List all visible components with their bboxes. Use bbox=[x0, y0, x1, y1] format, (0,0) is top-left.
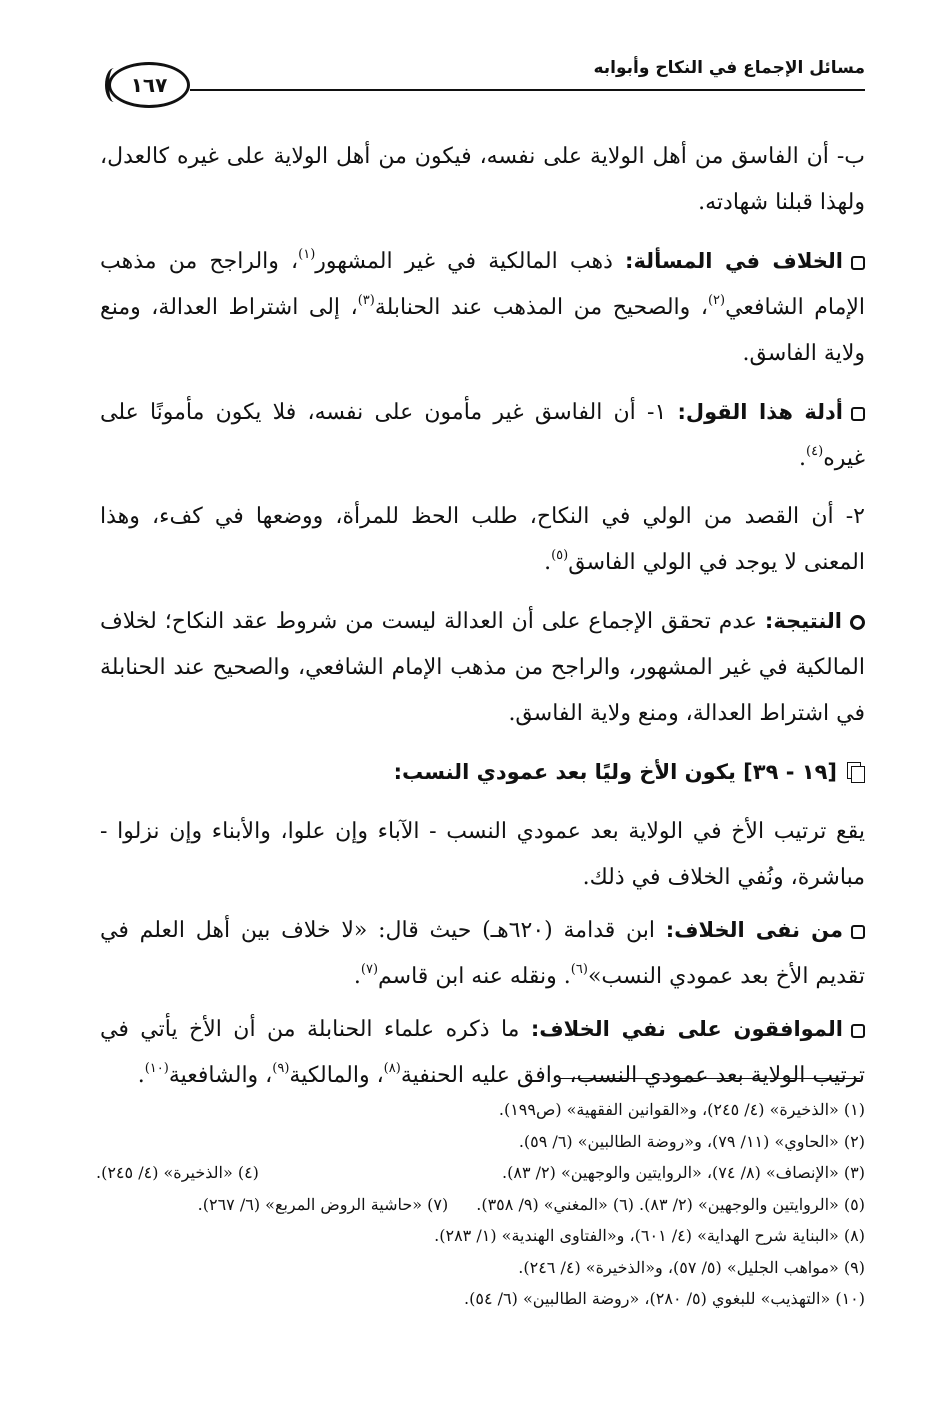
footnote-ref[interactable]: (٤) bbox=[806, 444, 824, 459]
footnote-ref[interactable]: (٣) bbox=[357, 293, 375, 308]
paragraph-lead: الموافقون على نفي الخلاف: bbox=[530, 1017, 843, 1041]
page-number: ١٦٧ bbox=[108, 62, 190, 108]
paragraph-result: النتيجة: عدم تحقق الإجماع على أن العدالة ليست من شروط عقد النكاح؛ لخلاف المالكية في غير المشهور، والراجح من مذهب الإمام الشافعي، والصحيح عند الحنابلة في اشتراط العدالة، ومنع ولاية الفاسق. bbox=[100, 609, 865, 726]
running-header-title: مسائل الإجماع في النكاح وأبوابه bbox=[593, 58, 865, 78]
footnote-line: (٩) «مواهب الجليل» (٥/ ٥٧)، و«الذخيرة» (٤/ ٢٤٦). bbox=[518, 1257, 865, 1277]
footnote-ref[interactable]: (٥) bbox=[551, 548, 569, 563]
footnote-ref[interactable]: (٧) bbox=[360, 962, 379, 977]
square-bullet-icon bbox=[851, 256, 865, 270]
main-text bbox=[100, 134, 865, 1111]
paragraph-evidence: أدلة هذا القول: ١- أن الفاسق غير مأمون على نفسه، فلا يكون مأمونًا على غيره$^{(٤)}$. bbox=[100, 400, 865, 471]
circle-bullet-icon bbox=[850, 615, 865, 630]
paragraph-evidence-2: ٢- أن القصد من الولي في النكاح، طلب الحظ للمرأة، ووضعها في كفء، وهذا المعنى لا يوجد في الولي الفاسق$^{(٥)}$. bbox=[100, 504, 865, 575]
footnote-ref[interactable]: (٢) bbox=[707, 293, 726, 308]
paragraph-intro: يقع ترتيب الأخ في الولاية بعد عمودي النسب - الآباء وإن علوا، والأبناء وإن نزلوا - مباشرة، ونُفي الخلاف في ذلك. bbox=[100, 819, 865, 890]
footnote-line: (١٠) «التهذيب» للبغوي (٥/ ٢٨٠)، «روضة الطالبين» (٦/ ٥٤). bbox=[464, 1289, 865, 1308]
footnote-separator bbox=[560, 1078, 860, 1079]
footnote-line: (٢) «الحاوي» (١١/ ٧٩)، و«روضة الطالبين» (٦/ ٥٩). bbox=[518, 1131, 865, 1151]
footnote-ref[interactable]: (١٠) bbox=[144, 1061, 169, 1076]
footnote-line: (٣) «الإنصاف» (٨/ ٧٤)، «الروايتين والوجهين» (٢/ ٨٣). (٤) «الذخيرة» (٤/ ٢٤٥). bbox=[96, 1163, 865, 1182]
square-bullet-icon bbox=[851, 1024, 865, 1038]
footnote-line: (٨) «البناية شرح الهداية» (٤/ ٦٠١)، و«الفتاوى الهندية» (١/ ٢٨٣). bbox=[434, 1226, 865, 1245]
footnote-ref[interactable]: (١) bbox=[298, 247, 316, 262]
section-heading: [١٩ - ٣٩] يكون الأخ وليًا بعد عمودي النسب: bbox=[100, 749, 865, 795]
paragraph-lead: الخلاف في المسألة: bbox=[625, 249, 843, 273]
square-bullet-icon bbox=[851, 407, 865, 421]
footnote-ref[interactable]: (٨) bbox=[383, 1061, 401, 1076]
paragraph-lead: من نفى الخلاف: bbox=[665, 918, 843, 942]
paragraph-disagreement: الخلاف في المسألة: ذهب المالكية في غير المشهور$^{(١)}$، والراجح من مذهب الإمام الشافعي$^{(٢)}$، والصحيح من المذهب عند الحنابلة$^{(٣)}$، إلى اشتراط العدالة، ومنع ولاية الفاسق. bbox=[100, 247, 866, 366]
square-bullet-icon bbox=[851, 925, 865, 939]
paragraph-denial: من نفى الخلاف: ابن قدامة (٦٢٠هـ) حيث قال: «لا خلاف بين أهل العلم في تقديم الأخ بعد عمودي النسب»$^{(٦)}$. ونقله عنه ابن قاسم$^{(٧)}$. bbox=[100, 918, 865, 989]
paragraph-lead: أدلة هذا القول: bbox=[677, 400, 843, 424]
footnote-ref[interactable]: (٦) bbox=[570, 962, 588, 977]
paragraph-agreeing: الموافقون على نفي الخلاف: ما ذكره علماء الحنابلة من أن الأخ يأتي في ترتيب الولاية بعد عمودي النسب، وافق عليه الحنفية$^{(٨)}$، والمالكية$^{(٩)}$، والشافعية$^{(١٠)}$. bbox=[100, 1017, 865, 1088]
book-icon bbox=[847, 762, 865, 782]
paragraph-lead: النتيجة: bbox=[764, 609, 842, 633]
paragraph-argument-b: ب- أن الفاسق من أهل الولاية على نفسه، فيكون من أهل الولاية على غيره كالعدل، ولهذا قبلنا شهادته. bbox=[100, 144, 865, 215]
footnote-line: (٥) «الروايتين والوجهين» (٢/ ٨٣). (٦) «المغني» (٩/ ٣٥٨). (٧) «حاشية الروض المربع» (٦/ ٢٦٧). bbox=[197, 1194, 865, 1214]
footnotes bbox=[96, 1094, 865, 1315]
footnote-ref[interactable]: (٩) bbox=[272, 1061, 290, 1076]
footnote-line: (١) «الذخيرة» (٤/ ٢٤٥)، و«القوانين الفقهية» (ص١٩٩). bbox=[498, 1100, 865, 1119]
header-rule bbox=[190, 89, 865, 91]
